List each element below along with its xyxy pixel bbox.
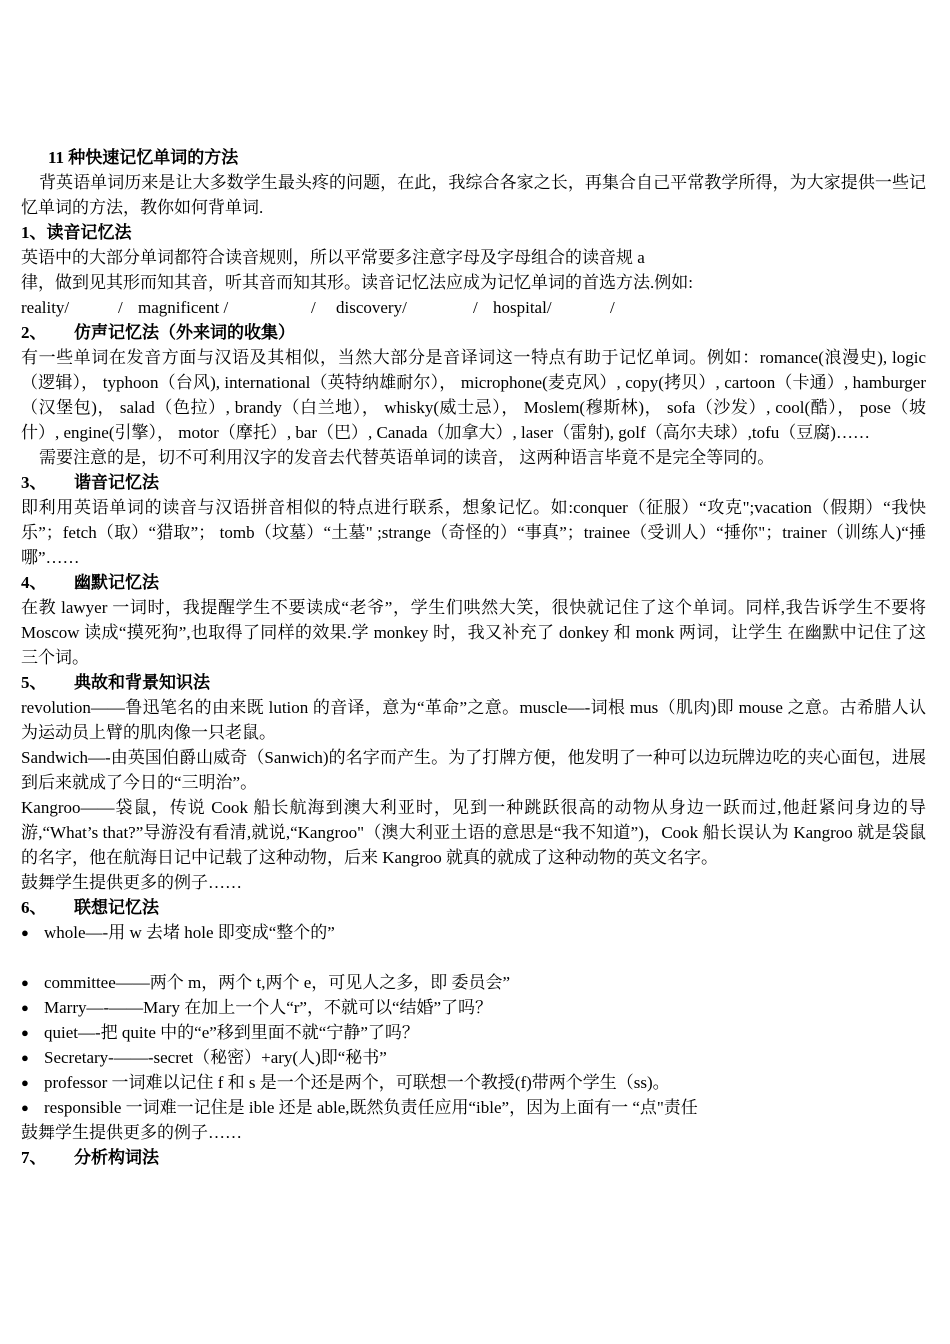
example-word: magnificent / [138, 298, 229, 317]
bullet-icon: ● [21, 1075, 29, 1090]
list-item [21, 1070, 926, 1095]
section-2-paragraph: 有一些单词在发音方面与汉语及其相似，当然大部分是音译词这一特点有助于记忆单词。例如：romance(浪漫史), logic（逻辑）， typhoon（台风), international（英特纳雄耐尔）， microphone(麦克风）, copy(拷贝）, cartoon（卡通）, hamburger（汉堡包)， salad（色拉）, brandy（白兰地）， whisky(威士忌）， Moslem(穆斯林)， sofa（沙发）, cool(酷）， pose（坡什）, engine(引擎）， motor（摩托）, bar（巴）, Canada（加拿大）, laser（雷射), golf（高尔夫球）,tofu（豆腐)…… [21, 348, 926, 442]
section-6-title: 联想记忆法 [74, 898, 159, 917]
section-3-paragraph: 即利用英语单词的读音与汉语拼音相似的特点进行联系，想象记忆。如:conquer（征服）“攻克";vacation（假期）“我快乐”；fetch（取）“猎取”； tomb（坟墓）“土墓" ;strange（奇怪的）“事真”；trainee（受训人）“捶你"；trainer（训练人)“捶哪”…… [21, 498, 926, 567]
section-7-title: 分析构词法 [74, 1148, 159, 1167]
list-item [21, 970, 926, 995]
section-3-heading [21, 470, 926, 495]
list-item-text: professor 一词难以记住 f 和 s 是一个还是两个，可联想一个教授(f)带两个学生（ss)。 [44, 1073, 670, 1092]
intro-paragraph: 背英语单词历来是让大多数学生最头疼的问题，在此，我综合各家之长，再集合自己平常教学所得，为大家提供一些记忆单词的方法，教你如何背单词. [21, 173, 926, 217]
list-item [21, 1095, 926, 1120]
list-item-text: responsible 一词难一记住是 ible 还是 able,既然负责任应用“ible”，因为上面有一 “点"责任 [44, 1098, 698, 1117]
section-1-line-2: 律，做到见其形而知其音，听其音而知其形。读音记忆法应成为记忆单词的首选方法.例如: [21, 273, 693, 292]
example-slash: / [311, 298, 316, 317]
section-1-examples [21, 295, 926, 320]
bullet-icon: ● [21, 1000, 29, 1015]
bullet-icon: ● [21, 1100, 29, 1115]
section-1-heading [21, 220, 926, 245]
document-page [21, 145, 926, 1170]
bullet-icon: ● [21, 975, 29, 990]
example-slash: / [610, 298, 615, 317]
section-2-note: 需要注意的是，切不可利用汉字的发音去代替英语单词的读音， 这两种语言毕竟不是完全等同的。 [39, 448, 775, 467]
section-5-paragraph-2: Sandwich—-由英国伯爵山威奇（Sanwich)的名字而产生。为了打牌方便，他发明了一种可以边玩牌边吃的夹心面包，进展到后来就成了今日的“三明治”。 [21, 748, 926, 792]
section-7-heading [21, 1145, 926, 1170]
example-word: discovery/ [336, 298, 407, 317]
list-item [21, 920, 926, 945]
section-2-heading [21, 320, 926, 345]
document-title: 11 种快速记忆单词的方法 [48, 148, 239, 167]
list-item-text: committee——两个 m，两个 t,两个 e，可见人之多，即 委员会” [44, 973, 511, 992]
section-6-heading [21, 895, 926, 920]
list-item [21, 1045, 926, 1070]
section-4-title: 幽默记忆法 [74, 573, 159, 592]
section-5-paragraph-3: Kangroo——袋鼠，传说 Cook 船长航海到澳大利亚时，见到一种跳跃很高的动物从身边一跃而过,他赶紧问身边的导游,“What’s that?”导游没有看清,就说,“Kangroo"（澳大利亚土语的意思是“我不知道”)，Cook 船长误认为 Kangroo 就是袋鼠的名字，他在航海日记中记载了这种动物，后来 Kangroo 就真的就成了这种动物的英文名字。 [21, 798, 926, 867]
list-item-text: Marry—-——Mary 在加上一个人“r”，不就可以“结婚”了吗？ [44, 998, 493, 1017]
example-word: hospital/ [493, 298, 552, 317]
section-5-title: 典故和背景知识法 [74, 673, 210, 692]
section-1-line-1: 英语中的大部分单词都符合读音规则，所以平常要多注意字母及字母组合的读音规 a [21, 248, 645, 267]
list-item [21, 1020, 926, 1045]
section-2-number: 2、 [21, 323, 47, 342]
list-item [21, 995, 926, 1020]
example-slash: / [118, 298, 123, 317]
section-6-number: 6、 [21, 898, 47, 917]
section-5-heading [21, 670, 926, 695]
list-item-text: Secretary-——-secret（秘密）+ary(人)即“秘书” [44, 1048, 387, 1067]
section-7-number: 7、 [21, 1148, 47, 1167]
bullet-icon: ● [21, 925, 29, 940]
list-item-text: quiet—-把 quite 中的“e”移到里面不就“宁静”了吗？ [44, 1023, 419, 1042]
bullet-icon: ● [21, 1025, 29, 1040]
example-slash: / [473, 298, 478, 317]
section-4-paragraph: 在教 lawyer 一词时，我提醒学生不要读成“老爷”，学生们哄然大笑，很快就记住了这个单词。同样,我告诉学生不要将 Moscow 读成“摸死狗”,也取得了同样的效果.学 monkey 时，我又补充了 donkey 和 monk 两词，让学生 在幽默中记住了这三个词。 [21, 598, 926, 667]
section-3-title: 谐音记忆法 [74, 473, 159, 492]
section-1-number: 1、 [21, 223, 47, 242]
section-5-number: 5、 [21, 673, 47, 692]
section-6-footer: 鼓舞学生提供更多的例子…… [21, 1123, 242, 1142]
example-word: reality/ [21, 298, 70, 317]
blank-line [21, 945, 926, 970]
list-item-text: whole—-用 w 去堵 hole 即变成“整个的” [44, 923, 335, 942]
section-1-title: 读音记忆法 [46, 223, 132, 242]
bullet-icon: ● [21, 1050, 29, 1065]
section-4-number: 4、 [21, 573, 47, 592]
section-4-heading [21, 570, 926, 595]
section-3-number: 3、 [21, 473, 47, 492]
section-5-paragraph-1: revolution——鲁迅笔名的由来既 lution 的音译，意为“革命”之意。muscle—-词根 mus（肌肉)即 mouse 之意。古希腊人认为运动员上臂的肌肉像一只老鼠。 [21, 698, 926, 742]
section-2-title: 仿声记忆法（外来词的收集） [74, 323, 295, 342]
section-5-paragraph-4: 鼓舞学生提供更多的例子…… [21, 873, 242, 892]
